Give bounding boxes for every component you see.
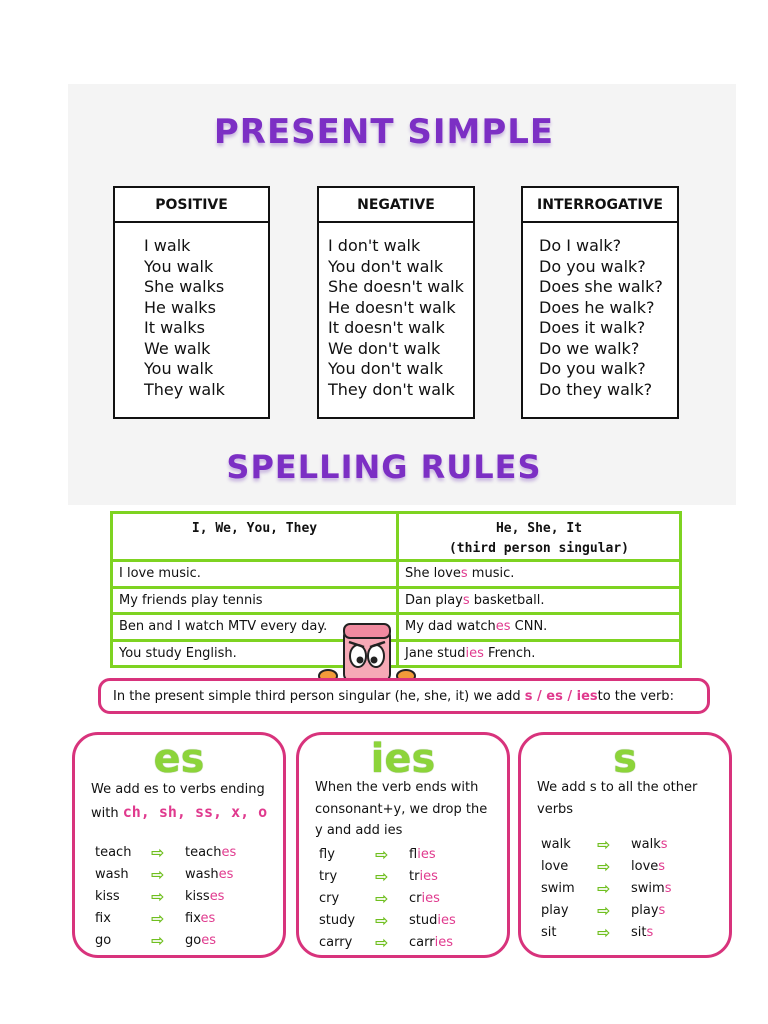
table-cell-left: Ben and I watch MTV every day. bbox=[112, 614, 398, 641]
verb-form bbox=[185, 933, 216, 948]
verb-suffix: ies bbox=[419, 868, 438, 884]
interrogative-row: Do I walk? bbox=[539, 236, 622, 255]
sentence-end: CNN. bbox=[510, 619, 548, 635]
positive-row: You walk bbox=[144, 359, 214, 378]
negative-list bbox=[319, 223, 473, 400]
list-item bbox=[95, 907, 273, 929]
verb-form bbox=[185, 889, 224, 904]
positive-row: They walk bbox=[144, 379, 225, 399]
table-cell-right bbox=[398, 587, 681, 614]
positive-row: I walk bbox=[144, 236, 191, 255]
header-plural-line1: I, We, You, They bbox=[191, 521, 318, 536]
verb-stem: love bbox=[631, 858, 659, 874]
list-item bbox=[319, 843, 497, 865]
arrow-right-icon: ⇨ bbox=[597, 878, 611, 898]
page-title: PRESENT SIMPLE bbox=[213, 112, 555, 152]
verb-form bbox=[409, 869, 438, 884]
es-rule-card bbox=[72, 732, 286, 958]
verb-stem: wash bbox=[185, 866, 219, 882]
verb-stem: cr bbox=[409, 890, 422, 906]
verb-base: swim bbox=[541, 880, 575, 896]
table-cell-right bbox=[398, 614, 681, 641]
verb-stem: stud bbox=[409, 912, 438, 928]
table-cell-left: You study English. bbox=[112, 640, 398, 667]
rule-summary-bar bbox=[98, 678, 710, 714]
verb-base: try bbox=[319, 868, 338, 884]
rule-summary-end: to the verb: bbox=[597, 688, 674, 704]
sentence-suffix: s bbox=[460, 566, 468, 582]
verb-suffix: es bbox=[218, 866, 234, 882]
sentence-start: Dan play bbox=[405, 592, 463, 608]
verb-form bbox=[409, 891, 440, 906]
verb-stem: sit bbox=[631, 924, 647, 940]
verb-stem: walk bbox=[631, 836, 661, 852]
positive-row: We walk bbox=[144, 338, 211, 358]
verb-form bbox=[185, 867, 233, 882]
es-card-title: es bbox=[153, 736, 205, 782]
verb-form bbox=[631, 903, 665, 918]
es-card-text: We add es to verbs ending with bbox=[91, 782, 265, 821]
negative-row: You don't walk bbox=[328, 359, 444, 378]
verb-base: play bbox=[541, 902, 569, 918]
verb-stem: fix bbox=[185, 910, 201, 926]
verb-form bbox=[631, 881, 671, 896]
verb-suffix: es bbox=[221, 844, 237, 860]
arrow-right-icon: ⇨ bbox=[597, 900, 611, 920]
header-third-person-line1: He, She, It bbox=[495, 521, 583, 536]
arrow-right-icon: ⇨ bbox=[375, 932, 389, 952]
header-third-person-line2: (third person singular) bbox=[448, 541, 629, 556]
rule-summary-text: In the present simple third person singular (he, she, it) we add bbox=[113, 688, 521, 704]
verb-form bbox=[409, 847, 436, 862]
negative-row: You don't walk bbox=[328, 256, 444, 276]
verb-suffix: es bbox=[200, 910, 216, 926]
verb-base: cry bbox=[319, 890, 340, 906]
ies-card-title: ies bbox=[370, 736, 436, 782]
list-item bbox=[541, 877, 719, 899]
verb-form bbox=[409, 935, 453, 950]
interrogative-row: Does it walk? bbox=[539, 318, 646, 337]
list-item bbox=[95, 885, 273, 907]
es-example-list bbox=[95, 841, 273, 951]
interrogative-row: Does he walk? bbox=[539, 297, 655, 317]
positive-box bbox=[113, 186, 270, 419]
positive-row: It walks bbox=[144, 318, 206, 337]
interrogative-row: Do you walk? bbox=[539, 359, 646, 378]
s-card-text: We add s to all the other verbs bbox=[537, 780, 698, 817]
arrow-right-icon: ⇨ bbox=[597, 834, 611, 854]
list-item bbox=[541, 855, 719, 877]
verb-base: sit bbox=[541, 924, 557, 940]
negative-row: He doesn't walk bbox=[328, 297, 456, 317]
sentence-start: She love bbox=[405, 566, 461, 582]
verb-stem: swim bbox=[631, 880, 665, 896]
sentence-start: My dad watch bbox=[405, 619, 496, 635]
verb-suffix: s bbox=[658, 902, 666, 918]
negative-row: It doesn't walk bbox=[328, 318, 445, 337]
table-cell-right bbox=[398, 561, 681, 588]
verb-suffix: ies bbox=[437, 912, 456, 928]
verb-suffix: s bbox=[658, 858, 666, 874]
verb-form bbox=[409, 913, 456, 928]
negative-row: She doesn't walk bbox=[328, 277, 464, 296]
es-card-endings: ch, sh, ss, x, o bbox=[122, 803, 268, 821]
arrow-right-icon: ⇨ bbox=[151, 886, 165, 906]
ies-rule-card bbox=[296, 732, 510, 958]
verb-form bbox=[631, 925, 653, 940]
header-third-person bbox=[398, 513, 681, 561]
negative-row: They don't walk bbox=[328, 379, 455, 399]
arrow-right-icon: ⇨ bbox=[375, 888, 389, 908]
sentence-suffix: ies bbox=[465, 645, 484, 661]
es-card-description bbox=[91, 779, 275, 825]
verb-stem: teach bbox=[185, 844, 222, 860]
list-item bbox=[319, 931, 497, 953]
negative-row: I don't walk bbox=[328, 236, 421, 255]
list-item bbox=[95, 841, 273, 863]
verb-stem: carr bbox=[409, 934, 435, 950]
list-item bbox=[319, 865, 497, 887]
list-item bbox=[95, 863, 273, 885]
positive-row: You walk bbox=[144, 256, 214, 276]
verb-form bbox=[185, 845, 236, 860]
verb-stem: fl bbox=[409, 846, 418, 862]
s-card-title: s bbox=[613, 736, 637, 782]
sentence-suffix: s bbox=[462, 592, 470, 608]
verb-suffix: ies bbox=[417, 846, 436, 862]
sentence-end: music. bbox=[467, 566, 515, 582]
table-cell-left: My friends play tennis bbox=[112, 587, 398, 614]
verb-base: teach bbox=[95, 844, 132, 860]
verb-suffix: ies bbox=[421, 890, 440, 906]
list-item bbox=[95, 929, 273, 951]
arrow-right-icon: ⇨ bbox=[151, 930, 165, 950]
table-cell-left: I love music. bbox=[112, 561, 398, 588]
ies-example-list bbox=[319, 843, 497, 953]
table-row bbox=[112, 587, 681, 614]
verb-base: wash bbox=[95, 866, 129, 882]
sentence-suffix: es bbox=[495, 619, 511, 635]
verb-form bbox=[631, 837, 668, 852]
verb-stem: play bbox=[631, 902, 659, 918]
interrogative-box bbox=[521, 186, 679, 419]
positive-row: He walks bbox=[144, 297, 216, 317]
arrow-right-icon: ⇨ bbox=[597, 856, 611, 876]
verb-form bbox=[185, 911, 215, 926]
verb-base: study bbox=[319, 912, 356, 928]
verb-base: love bbox=[541, 858, 569, 874]
interrogative-list bbox=[523, 223, 677, 400]
verb-base: go bbox=[95, 932, 112, 948]
arrow-right-icon: ⇨ bbox=[375, 844, 389, 864]
interrogative-row: Does she walk? bbox=[539, 277, 663, 296]
positive-list bbox=[115, 223, 268, 400]
verb-suffix: ies bbox=[434, 934, 453, 950]
sentence-start: Jane stud bbox=[405, 645, 466, 661]
verb-base: walk bbox=[541, 836, 571, 852]
header-plural-subjects bbox=[112, 513, 398, 561]
verb-suffix: s bbox=[646, 924, 654, 940]
negative-row: We don't walk bbox=[328, 338, 441, 358]
verb-stem: go bbox=[185, 932, 202, 948]
interrogative-row: Do you walk? bbox=[539, 256, 646, 276]
verb-stem: tr bbox=[409, 868, 420, 884]
interrogative-row: Do they walk? bbox=[539, 379, 653, 399]
arrow-right-icon: ⇨ bbox=[375, 910, 389, 930]
verb-suffix: s bbox=[664, 880, 672, 896]
arrow-right-icon: ⇨ bbox=[151, 842, 165, 862]
verb-suffix: es bbox=[201, 932, 216, 948]
list-item bbox=[541, 899, 719, 921]
arrow-right-icon: ⇨ bbox=[151, 908, 165, 928]
positive-header: POSITIVE bbox=[115, 188, 268, 223]
negative-box bbox=[317, 186, 475, 419]
verb-base: carry bbox=[319, 934, 353, 950]
positive-row: She walks bbox=[144, 277, 225, 296]
s-rule-card bbox=[518, 732, 732, 958]
verb-suffix: es bbox=[209, 888, 225, 904]
sentence-end: basketball. bbox=[469, 592, 545, 608]
arrow-right-icon: ⇨ bbox=[375, 866, 389, 886]
verb-base: fly bbox=[319, 846, 335, 862]
table-cell-right bbox=[398, 640, 681, 667]
cartoon-character-illustration bbox=[318, 620, 418, 682]
table-row bbox=[112, 561, 681, 588]
verb-base: fix bbox=[95, 910, 111, 926]
rule-summary-suffixes: s / es / ies bbox=[524, 688, 598, 704]
verb-base: kiss bbox=[95, 888, 120, 904]
interrogative-row: Do we walk? bbox=[539, 338, 640, 358]
spelling-rules-title: SPELLING RULES bbox=[226, 448, 542, 486]
verb-stem: kiss bbox=[185, 888, 210, 904]
arrow-right-icon: ⇨ bbox=[597, 922, 611, 942]
list-item bbox=[319, 909, 497, 931]
ies-card-text: When the verb ends with consonant+y, we drop the y and add ies bbox=[315, 780, 488, 838]
list-item bbox=[541, 921, 719, 943]
negative-header: NEGATIVE bbox=[319, 188, 473, 223]
spelling-table-header-row bbox=[112, 513, 681, 561]
s-example-list bbox=[541, 833, 719, 943]
verb-form bbox=[631, 859, 665, 874]
sentence-end: French. bbox=[483, 645, 536, 661]
interrogative-header: INTERROGATIVE bbox=[523, 188, 677, 223]
list-item bbox=[319, 887, 497, 909]
verb-suffix: s bbox=[660, 836, 668, 852]
list-item bbox=[541, 833, 719, 855]
arrow-right-icon: ⇨ bbox=[151, 864, 165, 884]
